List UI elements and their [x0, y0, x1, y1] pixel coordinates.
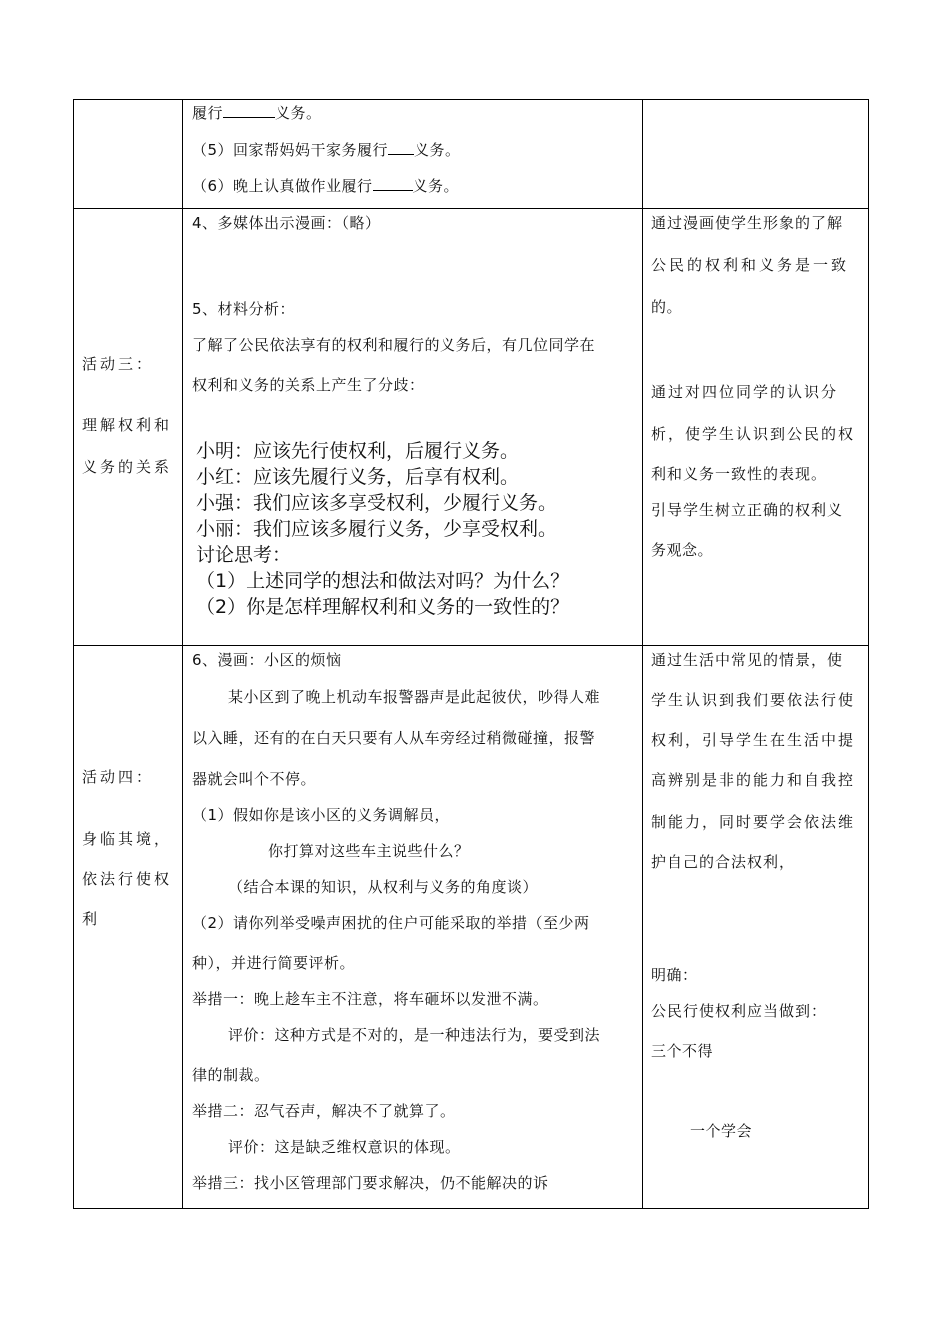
measure-1: 举措一：晚上趁车主不注意，将车砸坏以发泄不满。: [192, 990, 549, 1008]
item5-material: 5、材料分析：: [192, 300, 296, 318]
story-line-1: 某小区到了晚上机动车报警器声是此起彼伏，吵得人难: [228, 688, 601, 706]
discussion-title: 讨论思考：: [196, 544, 292, 566]
row2-note-8: 务观念。: [651, 541, 714, 559]
evaluation-2: 评价：这是缺乏维权意识的体现。: [228, 1138, 461, 1156]
question-1-sub: 你打算对这些车主说些什么？: [268, 842, 470, 860]
table-border-top: [73, 99, 869, 100]
question-2-line-2: 种），并进行简要评析。: [192, 954, 356, 972]
story-line-3: 器就会叫个不停。: [192, 770, 317, 788]
column-divider-1: [182, 99, 183, 1209]
activity4-label: 活动四：: [82, 768, 155, 786]
measure-2: 举措二：忍气吞声，解决不了就算了。: [192, 1102, 456, 1120]
row3-one-learn: 一个学会: [690, 1122, 753, 1140]
table-border-left: [73, 99, 74, 1209]
row1-line-3: （6）晚上认真做作业履行 义务。: [192, 177, 460, 195]
row3-note-5: 制能力，同时要学会依法维: [651, 813, 856, 831]
row1-line-1: 履行 义务。: [192, 104, 322, 122]
table-border-bottom: [73, 1208, 869, 1209]
discussion-question-2: （2）你是怎样理解权利和义务的一致性的？: [196, 596, 570, 618]
item4-cartoon: 4、多媒体出示漫画：（略）: [192, 214, 381, 232]
story-line-2: 以入睡，还有的在白天只要有人从车旁经过稍微碰撞，报警: [192, 729, 596, 747]
activity4-title-1: 身临其境，: [82, 830, 173, 848]
row3-three-musts: 三个不得: [651, 1042, 714, 1060]
row-divider-2: [73, 645, 869, 646]
row2-note-2: 公民的权利和义务是一致: [651, 256, 850, 274]
row3-note-4: 高辨别是非的能力和自我控: [651, 771, 856, 789]
question-1-hint: （结合本课的知识，从权利与义务的角度谈）: [228, 878, 539, 896]
fill-blank: [373, 176, 413, 191]
row3-note-1: 通过生活中常见的情景，使: [651, 651, 844, 669]
row3-note-2: 学生认识到我们要依法行使: [651, 691, 856, 709]
opinion-xiaoming: 小明：应该先行使权利，后履行义务。: [196, 440, 520, 462]
evaluation-1-line-2: 律的制裁。: [192, 1066, 270, 1084]
activity3-label: 活动三：: [82, 355, 155, 373]
opinion-xiaohong: 小红：应该先履行义务，后享有权利。: [196, 466, 520, 488]
row2-note-7: 引导学生树立正确的权利义: [651, 501, 844, 519]
row3-clarify: 明确：: [651, 966, 698, 984]
row3-note-3: 权利，引导学生在生活中提: [651, 731, 856, 749]
table-border-right: [868, 99, 869, 1209]
material-para-2: 权利和义务的关系上产生了分歧：: [192, 376, 425, 394]
row-divider-1: [73, 208, 869, 209]
activity3-title-2: 义务的关系: [82, 458, 173, 476]
row3-note-6: 护自己的合法权利，: [651, 853, 796, 871]
fill-blank: [388, 140, 414, 155]
row2-note-3: 的。: [651, 298, 683, 316]
activity4-title-3: 利: [82, 910, 101, 928]
row1-line-2: （5）回家帮妈妈干家务履行 义务。: [192, 141, 461, 159]
fill-blank: [223, 103, 275, 118]
column-divider-2: [642, 99, 643, 1209]
row2-note-6: 利和义务一致性的表现。: [651, 465, 828, 483]
discussion-question-1: （1）上述同学的想法和做法对吗？为什么？: [196, 570, 570, 592]
question-2-line-1: （2）请你列举受噪声困扰的住户可能采取的举措（至少两: [192, 914, 590, 932]
row3-note-7: 公民行使权利应当做到：: [651, 1002, 828, 1020]
item6-cartoon: 6、漫画：小区的烦恼: [192, 651, 342, 669]
opinion-xiaoli: 小丽：我们应该多履行义务，少享受权利。: [196, 518, 558, 540]
opinion-xiaoqiang: 小强：我们应该多享受权利，少履行义务。: [196, 492, 558, 514]
measure-3: 举措三：找小区管理部门要求解决，仍不能解决的诉: [192, 1174, 549, 1192]
activity3-title-1: 理解权利和: [82, 416, 173, 434]
row2-note-5: 析，使学生认识到公民的权: [651, 425, 856, 443]
row2-note-4: 通过对四位同学的认识分: [651, 383, 839, 401]
activity4-title-2: 依法行使权: [82, 870, 173, 888]
evaluation-1-line-1: 评价：这种方式是不对的，是一种违法行为，要受到法: [228, 1026, 601, 1044]
row2-note-1: 通过漫画使学生形象的了解: [651, 214, 844, 232]
material-para-1: 了解了公民依法享有的权利和履行的义务后，有几位同学在: [192, 336, 596, 354]
question-1: （1）假如你是该小区的义务调解员，: [192, 806, 451, 824]
